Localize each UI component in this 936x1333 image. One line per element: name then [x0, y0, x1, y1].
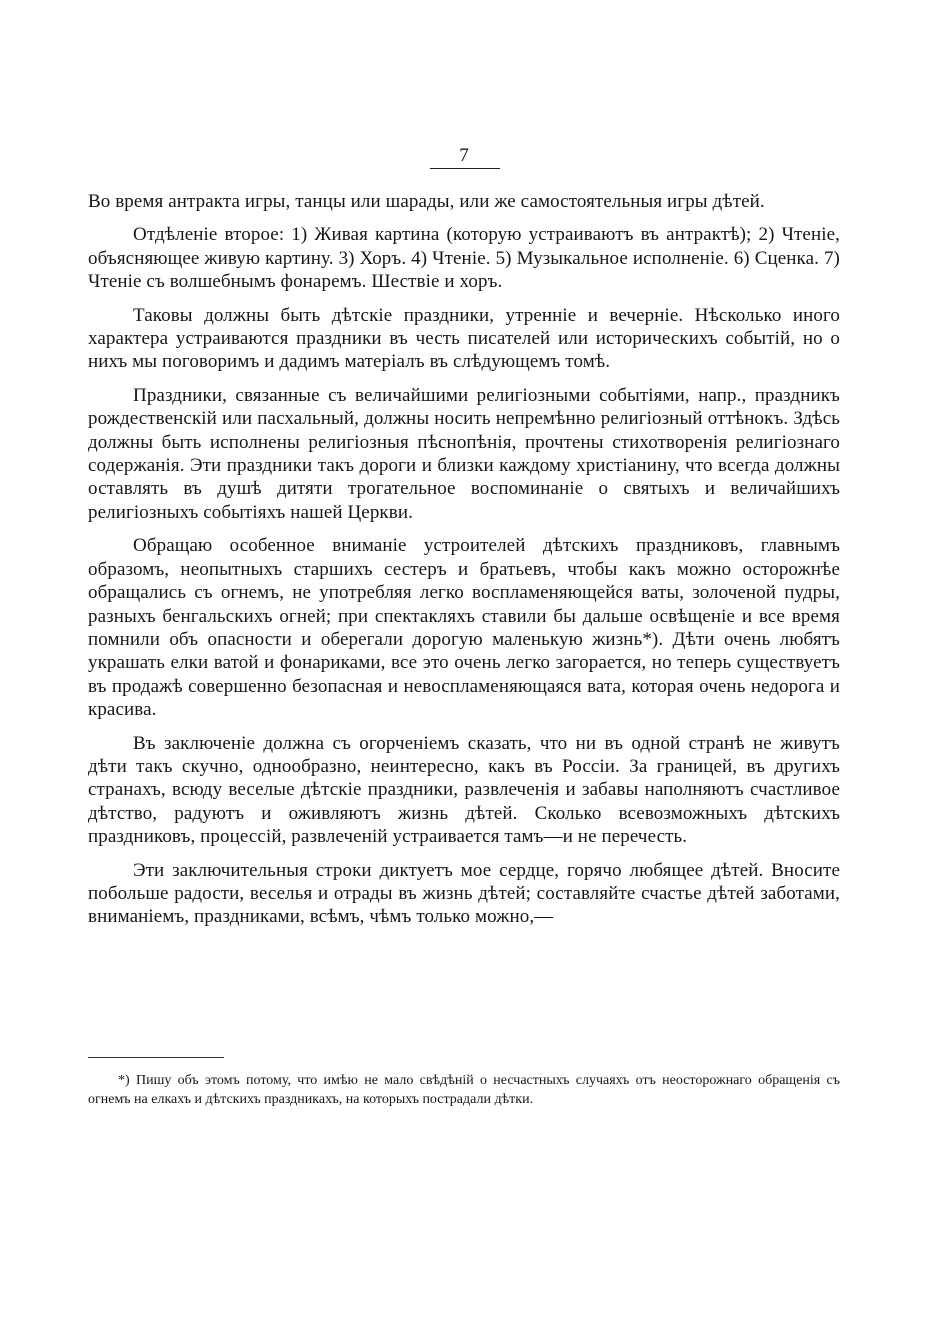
paragraph: Обращаю особенное вниманiе устроителей дѣтскихъ праздниковъ, главнымъ образомъ, неопытныхъ старшихъ сестеръ и братьевъ, чтобы какъ можно осторожнѣе обращались съ огнемъ, не употребляя легко воспламеняющейся ваты, золоченой пудры, разныхъ бенгальскихъ огней; при спектакляхъ ставили бы дальше освѣщенiе и все время помнили объ опасности и оберегали дорогую маленькую жизнь*). Дѣти очень любятъ украшать елки ватой и фонариками, все это очень легко загорается, но теперь существуетъ въ продажѣ совершенно безопасная и невоспламеняющаяся вата, которая очень недорога и красива. [88, 535, 840, 721]
paragraph: Эти заключительныя строки диктуетъ мое сердце, горячо любящее дѣтей. Вносите побольше радости, веселья и отрады въ жизнь дѣтей; составляйте счастье дѣтей заботами, вниманiемъ, праздниками, всѣмъ, чѣмъ только можно,— [88, 859, 840, 928]
page-number: 7 [459, 145, 469, 166]
page-number-rule [430, 168, 500, 169]
footnote: *) Пишу объ этомъ потому, что имѣю не мало свѣдѣнiй о несчастныхъ случаяхъ отъ неосторожнаго обращенiя съ огнемъ на елкахъ и дѣтскихъ праздникахъ, на которыхъ пострадали дѣтки. [88, 1073, 840, 1107]
footnote-rule [88, 1057, 224, 1058]
paragraph: Во время антракта игры, танцы или шарады, или же самостоятельныя игры дѣтей. [88, 191, 765, 212]
paragraph: Отдѣленiе второе: 1) Живая картина (которую устраиваютъ въ антрактѣ); 2) Чтенiе, объясняющее живую картину. 3) Хоръ. 4) Чтенiе. 5) Музыкальное исполненiе. 6) Сценка. 7) Чтенiе съ волшебнымъ фонаремъ. Шествiе и хоръ. [88, 224, 840, 293]
paragraph: Праздники, связанные съ величайшими религiозными событiями, напр., праздникъ рождественскiй или пасхальный, должны носить непремѣнно религiозный оттѣнокъ. Здѣсь должны быть исполнены религiозныя пѣснопѣнiя, прочтены стихотворенiя религiознаго содержанiя. Эти праздники такъ дороги и близки каждому христiанину, что всегда должны оставлять въ душѣ дитяти трогательное воспоминанiе о святыхъ и величайшихъ религiозныхъ событiяхъ нашей Церкви. [88, 384, 840, 523]
body-text [88, 190, 840, 939]
paragraph: Таковы должны быть дѣтскiе праздники, утреннiе и вечернiе. Нѣсколько иного характера устраиваются праздники въ честь писателей или историческихъ событiй, но о нихъ мы поговоримъ и дадимъ матерiалъ въ слѣдующемъ томѣ. [88, 304, 840, 373]
paragraph: Въ заключенiе должна съ огорченiемъ сказать, что ни въ одной странѣ не живутъ дѣти такъ скучно, однообразно, неинтересно, какъ въ Россiи. За границей, въ другихъ странахъ, всюду веселые дѣтскiе праздники, развлеченiя и забавы наполняютъ счастливое дѣтство, радуютъ и оживляютъ жизнь дѣтей. Сколько всевозможныхъ дѣтскихъ праздниковъ, процессiй, развлеченiй устраивается тамъ—и не перечесть. [88, 732, 840, 848]
